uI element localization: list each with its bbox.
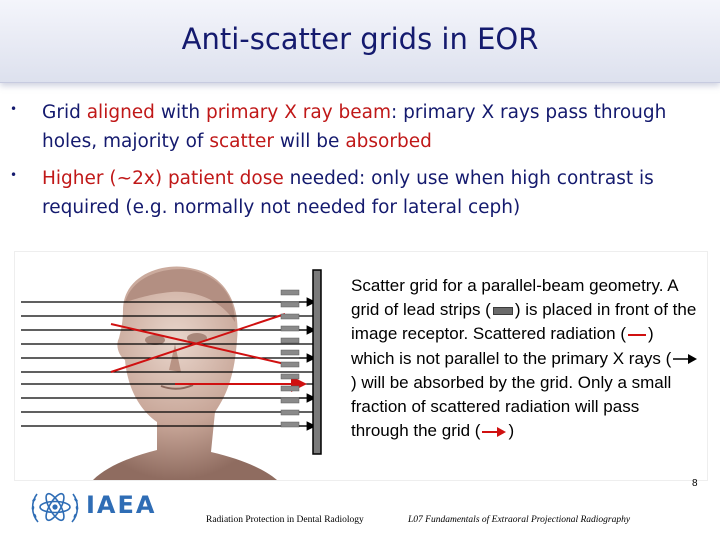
footer-lecture-title: L07 Fundamentals of Extraoral Projectional Radiography <box>408 515 631 525</box>
transmitted-scatter-arrow-icon <box>481 426 507 438</box>
bullet-2-text: Higher (~2x) patient dose needed: only use when high contrast is required (e.g. normally not needed for lateral ceph) <box>42 168 654 218</box>
head-model <box>93 267 277 480</box>
bullet-1-text: Grid aligned with primary X ray beam: primary X rays pass through holes, majority of scatter will be absorbed <box>42 102 667 152</box>
logo-text: IAEA <box>86 491 157 519</box>
scatter-grid-diagram <box>15 252 345 480</box>
slide-title: Anti-scatter grids in EOR <box>181 22 539 56</box>
page-number: 8 <box>692 478 698 489</box>
figure-panel <box>14 251 708 481</box>
scatter-line-legend-icon <box>628 334 646 336</box>
primary-xray-arrow-icon <box>672 353 698 365</box>
title-bar <box>0 0 720 83</box>
image-receptor <box>313 270 321 454</box>
bullet-marker: • <box>10 102 18 116</box>
atom-olive-wreath-icon <box>28 484 82 530</box>
figure-caption: Scatter grid for a parallel-beam geometry. A grid of lead strips ( ) is placed in front of the image receptor. Scattered radiation ( ) which is not parallel to the primary X rays () will be absorbed by the grid. Only a small fraction of scattered radiation will pass through the grid ( ) <box>351 274 701 443</box>
bullet-marker: • <box>10 168 18 182</box>
lead-strip-legend-icon <box>493 307 513 315</box>
footer-course-title: Radiation Protection in Dental Radiology <box>206 515 364 525</box>
